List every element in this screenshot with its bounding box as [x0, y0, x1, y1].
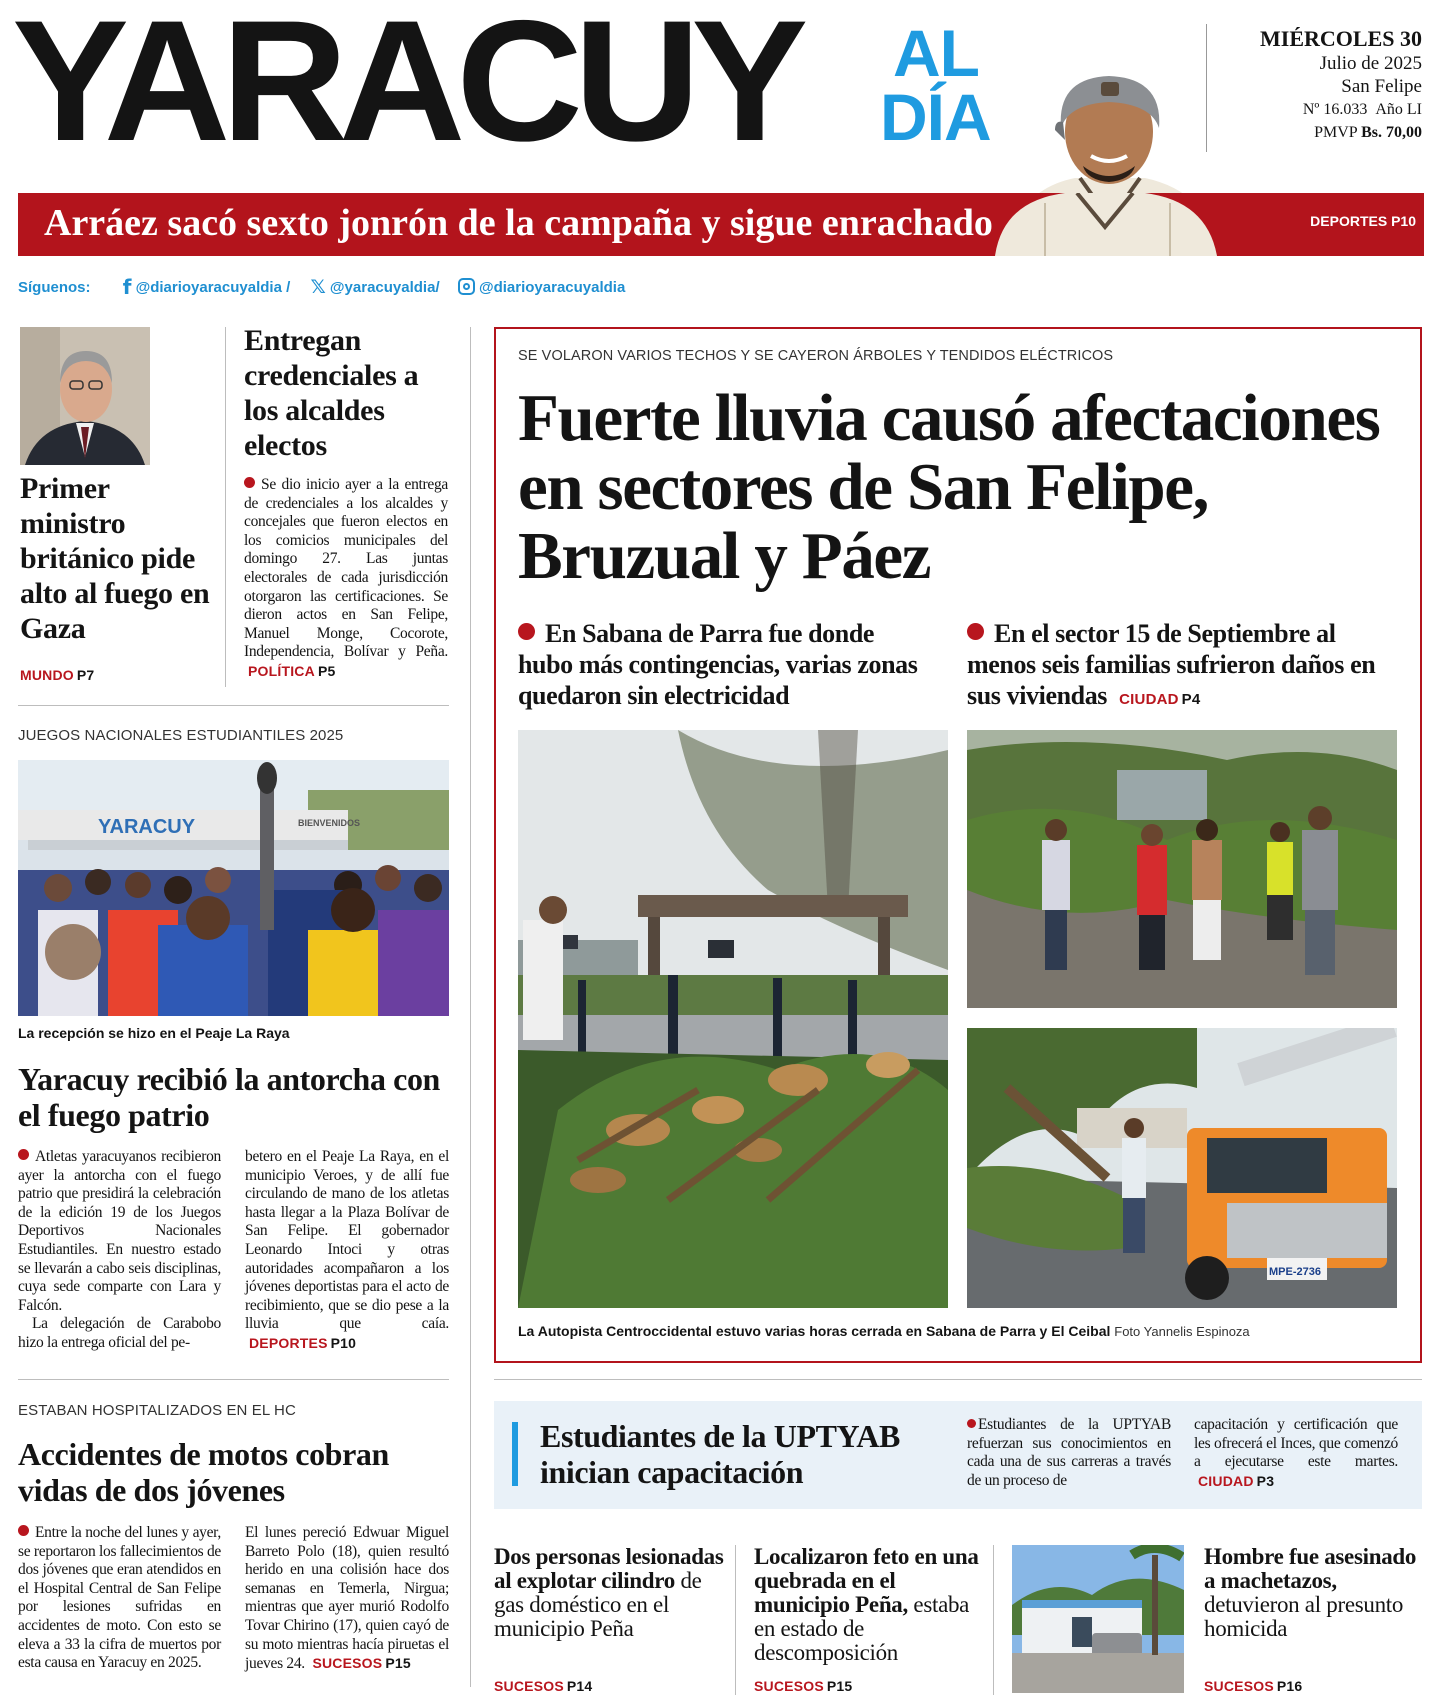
- masthead-divider: [1206, 24, 1207, 152]
- masthead-al: AL: [893, 16, 979, 90]
- divider-right-1: [494, 1379, 1422, 1380]
- torch-section-tag[interactable]: [249, 1335, 356, 1351]
- moto-body-col1: [18, 1524, 221, 1673]
- torch-bullet: [18, 1149, 29, 1160]
- main-kicker: SE VOLARON VARIOS TECHOS Y SE CAYERON ÁRBOLES Y TENDIDOS ELÉCTRICOS: [518, 348, 1114, 364]
- date-block: [1216, 26, 1422, 144]
- uk-page: P7: [76, 667, 95, 683]
- main-sub1-bullet: [518, 623, 535, 640]
- damaged-sector-photo: [967, 730, 1397, 1008]
- divider-left-2: [18, 1379, 449, 1380]
- brief1-section-tag[interactable]: [494, 1678, 592, 1694]
- credentials-section-tag[interactable]: [248, 663, 335, 679]
- social-bar: [18, 276, 625, 298]
- brief1-bold: Dos personas lesionadas al explotar cilindro: [494, 1544, 724, 1593]
- fallen-tree-photo: [518, 730, 948, 1308]
- moto-section: SUCESOS: [312, 1655, 383, 1672]
- utility-truck-photo: [967, 1028, 1397, 1308]
- player-jersey: [985, 193, 1225, 256]
- uptyab-headline[interactable]: Estudiantes de la UPTYAB inician capacitación: [540, 1418, 900, 1490]
- torch-headline[interactable]: Yaracuy recibió la antorcha con el fuego patrio: [18, 1061, 440, 1133]
- brief3-page: P16: [1276, 1678, 1303, 1694]
- edition-city: San Felipe: [1341, 76, 1422, 97]
- uptyab-bullet: [967, 1419, 976, 1428]
- credentials-section: POLÍTICA: [248, 662, 315, 679]
- masthead-dia: DÍA: [880, 80, 991, 154]
- banner-section-name: DEPORTES: [1310, 213, 1388, 229]
- edition-date: Julio de 2025: [1319, 53, 1422, 74]
- torch-page: P10: [330, 1334, 357, 1351]
- moto-section-tag[interactable]: [312, 1655, 410, 1671]
- uk-section: MUNDO: [20, 667, 74, 683]
- divider-brief-2: [993, 1545, 994, 1695]
- column-divider: [470, 327, 471, 1687]
- main-headline[interactable]: Fuerte lluvia causó afectaciones en sectores de San Felipe, Bruzual y Páez: [518, 381, 1380, 593]
- credentials-body: [244, 476, 448, 682]
- uptyab-body-col1: [967, 1416, 1171, 1490]
- main-photo-credit: Foto Yannelis Espinoza: [1114, 1324, 1250, 1339]
- issue-number: Nº 16.033: [1302, 101, 1368, 118]
- x-icon: 𝕏: [310, 276, 326, 298]
- torch-section: DEPORTES: [249, 1334, 328, 1351]
- uptyab-section-tag[interactable]: [1198, 1473, 1274, 1489]
- main-section: CIUDAD: [1119, 691, 1179, 708]
- brief2-section: SUCESOS: [754, 1678, 824, 1694]
- torch-text-1b: La delegación de Carabobo hizo la entrega oficial del pe-: [18, 1315, 221, 1351]
- torch-kicker: JUEGOS NACIONALES ESTUDIANTILES 2025: [18, 727, 344, 744]
- facebook-handle[interactable]: @diarioyaracuyaldia /: [135, 279, 291, 296]
- brief1-section: SUCESOS: [494, 1678, 564, 1694]
- brief1-page: P14: [566, 1678, 593, 1694]
- facebook-icon: f: [122, 275, 132, 299]
- uk-section-tag[interactable]: [20, 667, 94, 683]
- moto-headline[interactable]: Accidentes de motos cobran vidas de dos jóvenes: [18, 1436, 389, 1508]
- uptyab-section: CIUDAD: [1198, 1472, 1254, 1489]
- torch-caption: La recepción se hizo en el Peaje La Raya: [18, 1025, 290, 1041]
- issue-year: Año LI: [1375, 101, 1422, 118]
- social-label: Síguenos:: [18, 279, 91, 296]
- banner-headline: Arráez sacó sexto jonrón de la campaña y sigue enrachado: [44, 202, 993, 244]
- brief2-page: P15: [826, 1678, 853, 1694]
- main-caption: [518, 1323, 1250, 1339]
- uptyab-page: P3: [1256, 1472, 1275, 1489]
- moto-text-2: El lunes pereció Edwuar Miguel Barreto Polo (18), quien resultó herido en una colisión hace dos semanas en Temerla, Nirgua; mientras que ayer murió Rodolfo Tovar Chirino (17), quien cayó de su moto mientras hacía piruetas el jueves 24.: [245, 1524, 449, 1673]
- main-sub2: [967, 618, 1407, 715]
- divider-uk: [225, 327, 226, 687]
- edition-issue: [1216, 98, 1422, 121]
- main-sub2-bullet: [967, 623, 984, 640]
- brief3-section-tag[interactable]: [1204, 1678, 1302, 1694]
- banner-page: P10: [1391, 213, 1416, 229]
- uptyab-text-2: capacitación y certificación que les ofrecerá el Inces, que comenzó a ejecutarse este martes.: [1194, 1416, 1398, 1471]
- credentials-text: Se dio inicio ayer a la entrega de credenciales a los alcaldes y concejales que fueron electos en los comicios municipales del domingo 27. Las juntas electorales de cada jurisdicción otorgaron las certificaciones. Se dieron actos en San Felipe, Manuel Monge, Cocorote, Independencia, Bolívar y Peña.: [244, 476, 448, 661]
- uptyab-body-col2: [1194, 1416, 1398, 1491]
- brief3-light: detuvieron al presunto homicida: [1204, 1592, 1404, 1641]
- edition-day: MIÉRCOLES 30: [1260, 26, 1422, 51]
- main-caption-text: La Autopista Centroccidental estuvo varias horas cerrada en Sabana de Parra y El Ceibal: [518, 1323, 1111, 1339]
- price-label: PMVP: [1314, 124, 1358, 141]
- edition-price: [1216, 121, 1422, 144]
- credentials-page: P5: [317, 662, 336, 679]
- torch-sign-sub: BIENVENIDOS: [298, 818, 361, 828]
- brief3[interactable]: [1204, 1545, 1422, 1641]
- brief1-light: de gas doméstico en el municipio Peña: [494, 1568, 702, 1641]
- uptyab-text-1: Estudiantes de la UPTYAB refuerzan sus conocimientos en cada una de sus carreras a través de un proceso de: [967, 1416, 1171, 1489]
- brief2[interactable]: [754, 1545, 979, 1665]
- credentials-headline[interactable]: Entregan credenciales a los alcaldes electos: [244, 324, 419, 462]
- uk-headline[interactable]: Primer ministro británico pide alto al fuego en Gaza: [20, 472, 210, 645]
- credentials-bullet: [244, 477, 255, 488]
- main-section-tag[interactable]: [1119, 691, 1200, 708]
- main-sub1-text: En Sabana de Parra fue donde hubo más contingencias, varias zonas quedaron sin electricidad: [518, 619, 918, 710]
- main-sub1: [518, 618, 918, 711]
- starmer-photo: [20, 327, 150, 465]
- brief2-section-tag[interactable]: [754, 1678, 852, 1694]
- torch-text-2: betero en el Peaje La Raya, en el municipio Veroes, y de allí fue circulando de mano de los atletas hasta llegar a la Plaza Bolívar de San Felipe. El gobernador Leonardo Intoci y otras autoridades acompañaron a los jóvenes deportistas para el acto de recibimiento, que se dio pese a la lluvia que caía.: [245, 1148, 449, 1333]
- masthead-brand: YARACUY: [12, 0, 800, 177]
- main-sub2-text: En el sector 15 de Septiembre al menos seis familias sufrieron daños en sus viviendas: [967, 619, 1376, 710]
- moto-bullet: [18, 1525, 29, 1536]
- brief1[interactable]: [494, 1545, 724, 1641]
- moto-page: P15: [385, 1655, 411, 1672]
- truck-plate-text: MPE-2736: [1269, 1266, 1321, 1278]
- divider-brief-1: [735, 1545, 736, 1695]
- brief2-bold: Localizaron feto en una quebrada en el municipio Peña,: [754, 1544, 979, 1617]
- divider-left-1: [18, 705, 449, 706]
- price-value: Bs. 70,00: [1361, 124, 1422, 141]
- torch-text-1: Atletas yaracuyanos recibieron ayer la antorcha con el fuego patrio que presidirá la celebración de la edición 19 de los Juegos Deportivos Nacionales Estudiantiles. En nuestro estado se llevarán a cabo seis disciplinas, cuya sede comparte con Lara y Falcón.: [18, 1148, 221, 1314]
- torch-body-col2: [245, 1148, 449, 1354]
- moto-text-1: Entre la noche del lunes y ayer, se reportaron los fallecimientos de dos jóvenes que eran atendidos en el Hospital Central de San Felipe por lesiones sufridas en accidentes de moto. Con esto se eleva a 33 la cifra de muertos por esta causa en Yaracuy en 2025.: [18, 1524, 221, 1672]
- torch-body-col1: [18, 1148, 221, 1353]
- instagram-icon: [458, 278, 475, 295]
- uptyab-accent: [512, 1422, 518, 1486]
- brief3-section: SUCESOS: [1204, 1678, 1274, 1694]
- torch-sign-text: YARACUY: [98, 816, 196, 838]
- x-handle[interactable]: @yaracuyaldia/: [329, 279, 440, 296]
- crime-scene-photo: [1012, 1545, 1184, 1693]
- brief3-bold: Hombre fue asesinado a machetazos,: [1204, 1544, 1417, 1593]
- main-page: P4: [1181, 691, 1201, 708]
- brief2-light: estaba en estado de descomposición: [754, 1592, 970, 1665]
- moto-kicker: ESTABAN HOSPITALIZADOS EN EL HC: [18, 1402, 296, 1419]
- torch-photo: [18, 760, 449, 1016]
- moto-body-col2: [245, 1524, 449, 1674]
- banner-section: [1310, 213, 1416, 229]
- instagram-handle[interactable]: @diarioyaracuyaldia: [478, 279, 626, 296]
